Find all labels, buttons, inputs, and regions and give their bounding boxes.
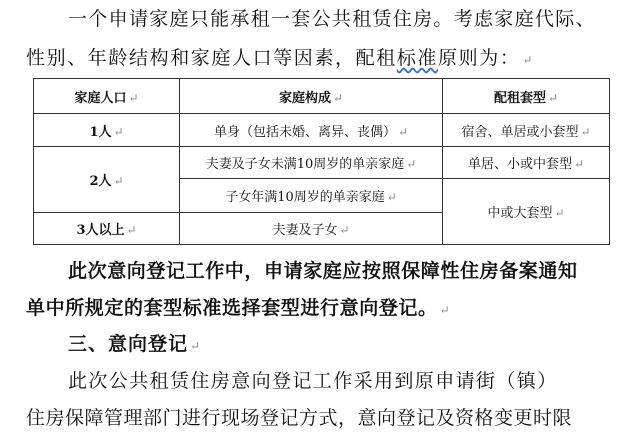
allocation-standards-table xyxy=(33,78,610,245)
cell-unit-type xyxy=(443,147,610,179)
paragraph-mark: ↵ xyxy=(547,90,559,105)
cell-text: 3人以上 xyxy=(76,223,125,238)
table-header-row xyxy=(34,79,610,114)
paragraph-mark: ↵ xyxy=(580,124,591,139)
paragraph-mark: ↵ xyxy=(339,223,350,237)
header-unit-type xyxy=(443,79,610,114)
paragraph-mark: ↵ xyxy=(406,157,417,171)
table-row xyxy=(34,114,610,147)
paragraph-mark: ↵ xyxy=(126,223,137,237)
cell-text: 单身（包括未婚、离异、丧偶） xyxy=(213,124,396,140)
para3-line2-text: 住房保障管理部门进行现场登记方式，意向登记及资格变更时限 xyxy=(26,407,573,429)
cell-unit-type xyxy=(443,114,610,147)
heading-text: 三、意向登记 xyxy=(68,333,189,355)
header-composition xyxy=(180,79,443,114)
paragraph-mark: ↵ xyxy=(113,174,124,188)
paragraph-3-line-2 xyxy=(26,403,572,430)
header-population xyxy=(34,79,180,114)
cell-text: 子女年满10周岁的单亲家庭 xyxy=(225,190,385,205)
table-row xyxy=(34,147,610,179)
paragraph-2-line-1 xyxy=(68,256,578,283)
paragraph-mark: ↵ xyxy=(386,190,397,204)
cell-population xyxy=(34,147,180,213)
paragraph-mark: ↵ xyxy=(554,206,565,220)
section-heading: 三、意向登记 ↵ xyxy=(68,333,202,355)
cell-text: 配租套型 xyxy=(493,90,546,106)
cell-population xyxy=(34,114,180,147)
cell-population xyxy=(34,213,180,245)
paragraph-mark: ↵ xyxy=(573,157,585,171)
cell-text: 2人 xyxy=(89,174,112,189)
para2-line1-text: 此次意向登记工作中，申请家庭应按照保障性住房备案通知 xyxy=(68,260,578,282)
paragraph-3-line-1 xyxy=(68,366,558,393)
paragraph-mark: ↵ xyxy=(397,124,409,139)
cell-text: 1人 xyxy=(89,124,112,140)
cell-text: 宿舍、单居或小套型 xyxy=(461,124,579,140)
cell-unit-type xyxy=(443,179,610,245)
cell-text: 家庭构成 xyxy=(278,90,331,106)
paragraph-1-line-1 xyxy=(68,4,596,31)
paragraph-2-line-2: 单中所规定的套型标准选择套型进行意向登记。 ↵ xyxy=(26,297,451,319)
para2-line2-text: 单中所规定的套型标准选择套型进行意向登记。 xyxy=(26,297,438,319)
para1-line1-text: 一个申请家庭只能承租一套公共租赁住房。考虑家庭代际、 xyxy=(68,8,596,30)
para1-line2-end: 原则为： xyxy=(438,47,521,69)
spellcheck-underlined-word: 标准 xyxy=(396,47,439,69)
paragraph-mark: ↵ xyxy=(128,90,139,105)
para3-line1-text: 此次公共租赁住房意向登记工作采用到原申请街（镇） xyxy=(68,370,558,392)
cell-composition xyxy=(180,213,443,245)
cell-text: 家庭人口 xyxy=(74,90,127,106)
cell-text: 夫妻及子女未满10周岁的单亲家庭 xyxy=(205,157,405,172)
paragraph-mark: ↵ xyxy=(522,53,535,67)
cell-text: 单居、小或中套型 xyxy=(467,157,572,172)
cell-composition xyxy=(180,114,443,147)
para1-line2-text: 性别、年龄结构和家庭人口等因素，配租 xyxy=(26,47,397,69)
cell-composition xyxy=(180,179,443,213)
cell-composition xyxy=(180,147,443,179)
paragraph-1-line-2 xyxy=(26,43,534,70)
cell-text: 中或大套型 xyxy=(487,206,553,221)
paragraph-mark: ↵ xyxy=(113,124,124,139)
cell-text: 夫妻及子女 xyxy=(272,223,338,238)
paragraph-mark: ↵ xyxy=(332,90,344,105)
